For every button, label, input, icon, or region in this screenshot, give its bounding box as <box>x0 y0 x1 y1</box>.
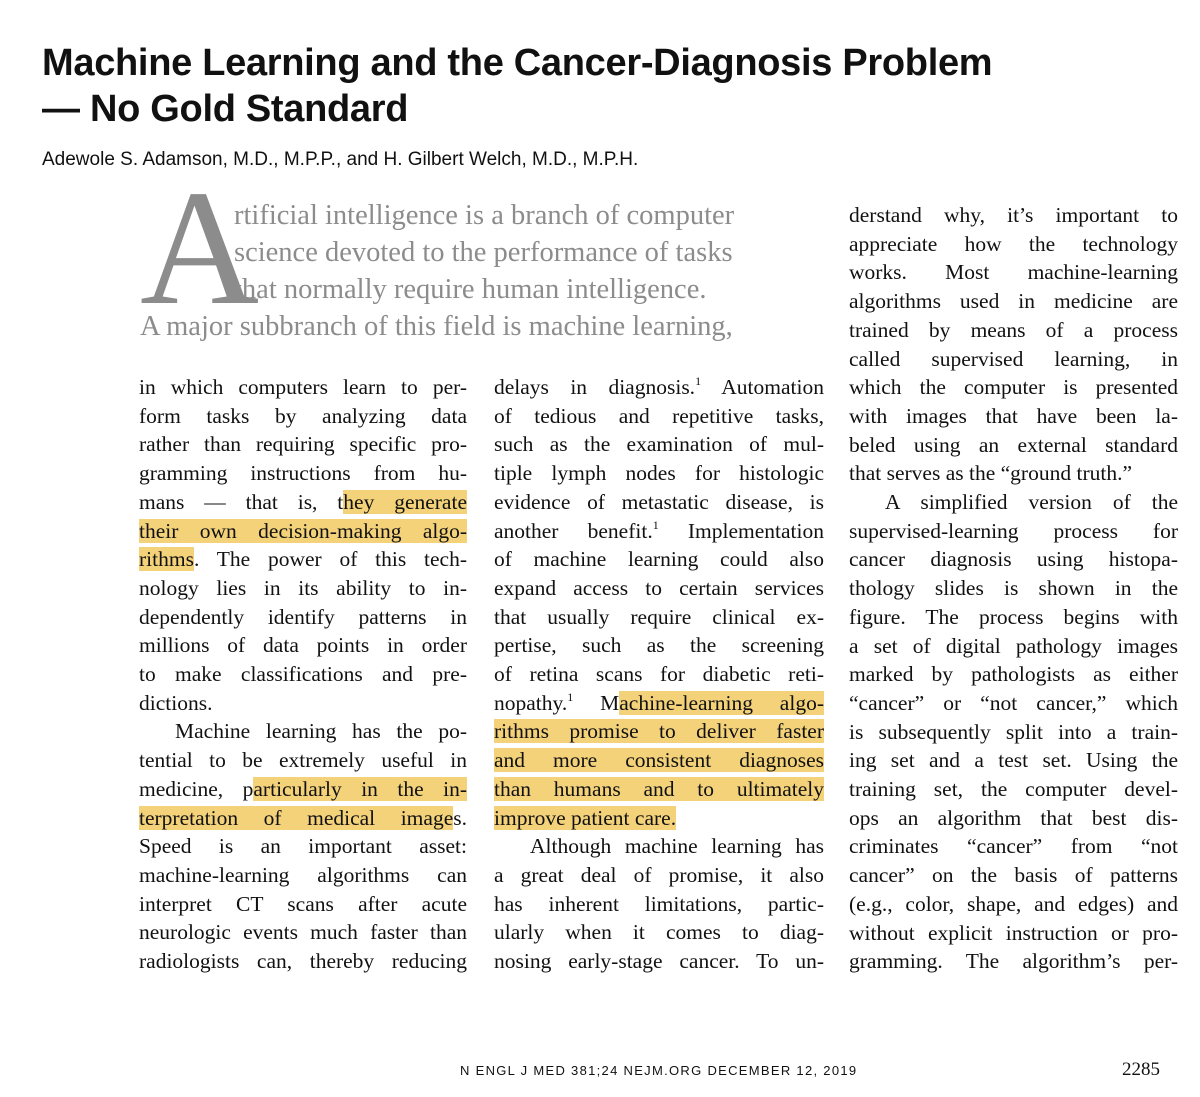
body-line <box>139 488 467 517</box>
body-line: of tedious and repetitive tasks, <box>494 403 824 428</box>
lede-paragraph <box>140 197 830 345</box>
body-line: A simplified version of the <box>885 490 1178 515</box>
highlighted-text: rithms promise to deliver faster <box>494 719 824 744</box>
body-line: appreciate how the technology <box>849 231 1178 256</box>
body-line: marked by pathologists as either <box>849 662 1178 687</box>
body-text: Automation <box>701 375 824 399</box>
body-line: Machine learning has the po- <box>175 719 467 744</box>
body-text: nopathy. <box>494 690 568 715</box>
text-column-2 <box>494 373 824 976</box>
body-line: nosing early-stage cancer. To un- <box>494 949 824 974</box>
body-line: algorithms used in medicine are <box>849 289 1178 314</box>
highlighted-text: achine-learning algo- <box>619 690 824 715</box>
body-line <box>139 775 467 804</box>
body-text: M <box>573 690 620 715</box>
body-line: is subsequently split into a train- <box>849 719 1178 744</box>
body-line: tiple lymph nodes for histologic <box>494 461 824 486</box>
body-line: of retina scans for diabetic reti- <box>494 662 824 687</box>
body-text: mans — that is, t <box>139 489 344 514</box>
body-line: derstand why, it’s important to <box>849 203 1178 227</box>
body-line: a great deal of promise, it also <box>494 862 824 887</box>
highlighted-text: their own decision-making algo- <box>139 518 467 543</box>
lede-line: that normally require human intelligence. <box>234 274 707 305</box>
body-line: thology slides is shown in the <box>849 576 1178 601</box>
body-line: “cancer” or “not cancer,” which <box>849 690 1178 715</box>
lede-line: rtificial intelligence is a branch of computer <box>234 200 735 231</box>
body-line <box>494 775 824 804</box>
body-line: dictions. <box>139 690 213 715</box>
body-line: Although machine learning has <box>530 834 824 859</box>
body-line: interpret CT scans after acute <box>139 891 467 916</box>
body-line: tential to be extremely useful in <box>139 748 467 773</box>
body-line: trained by means of a process <box>849 317 1178 342</box>
lede-line: science devoted to the performance of tasks <box>234 237 733 268</box>
text-column-3 <box>849 201 1178 976</box>
body-line: supervised-learning process for <box>849 518 1178 543</box>
body-line: without explicit instruction or pro- <box>849 920 1178 945</box>
body-line: cancer” on the basis of patterns <box>849 863 1178 888</box>
body-line: dependently identify patterns in <box>139 604 467 629</box>
body-text: Implementation <box>658 518 824 543</box>
body-text: . The power of this tech- <box>193 547 467 572</box>
body-line: a set of digital pathology images <box>849 633 1178 658</box>
drop-cap: A <box>140 156 260 339</box>
citation-superscript: 1 <box>567 689 574 704</box>
body-line: to make classifications and pre- <box>139 662 467 687</box>
highlighted-text: rithms <box>139 547 194 572</box>
body-line: such as the examination of mul- <box>494 432 824 457</box>
body-line <box>494 373 824 402</box>
body-line: radiologists can, thereby reducing <box>139 949 467 974</box>
lede-line: A major subbranch of this field is machine learning, <box>140 311 733 342</box>
body-text: s. <box>453 805 467 830</box>
body-line <box>494 746 824 775</box>
highlighted-text: hey generate <box>343 489 467 514</box>
body-line: machine-learning algorithms can <box>139 862 467 887</box>
body-line: called supervised learning, in <box>849 346 1178 371</box>
body-line: millions of data points in order <box>139 633 467 658</box>
article-title-line-1: Machine Learning and the Cancer-Diagnosis Problem <box>42 42 993 84</box>
body-line: nology lies in its ability to in- <box>139 575 467 600</box>
body-line: ops an algorithm that best dis- <box>849 805 1178 830</box>
body-line: ing set and a test set. Using the <box>849 748 1178 773</box>
body-line: evidence of metastatic disease, is <box>494 489 824 514</box>
body-line: pertise, such as the screening <box>494 633 824 658</box>
article-title-line-2: — No Gold Standard <box>42 88 409 130</box>
body-line: with images that have been la- <box>849 403 1178 428</box>
highlighted-text: and more consistent diagnoses <box>494 748 824 773</box>
body-line: expand access to certain services <box>494 575 824 600</box>
body-line: beled using an external standard <box>849 432 1178 457</box>
body-line <box>494 804 824 833</box>
body-line: works. Most machine-learning <box>849 260 1178 285</box>
journal-citation: N ENGL J MED 381;24 NEJM.ORG DECEMBER 12, 2019 <box>460 1063 858 1078</box>
body-line <box>139 545 467 574</box>
text-column-1 <box>139 373 467 976</box>
body-line: training set, the computer devel- <box>849 777 1178 802</box>
body-line: of machine learning could also <box>494 547 824 572</box>
body-line: Speed is an important asset: <box>139 834 467 859</box>
body-line: ularly when it comes to diag- <box>494 920 824 945</box>
citation-superscript: 1 <box>652 517 659 532</box>
highlighted-text: terpretation of medical image <box>139 805 454 830</box>
body-line: that usually require clinical ex- <box>494 604 824 629</box>
body-line: in which computers learn to per- <box>139 375 467 399</box>
highlighted-text: articularly in the in- <box>253 776 467 801</box>
page-number: 2285 <box>1122 1059 1160 1080</box>
body-line <box>139 517 467 546</box>
body-line: neurologic events much faster than <box>139 920 467 945</box>
body-text: medicine, p <box>139 776 254 801</box>
body-line: figure. The process begins with <box>849 604 1178 629</box>
body-line <box>494 717 824 746</box>
body-line: criminates “cancer” from “not <box>849 834 1178 859</box>
body-line <box>494 689 824 718</box>
highlighted-text: improve patient care. <box>494 805 677 830</box>
citation-superscript: 1 <box>695 374 702 388</box>
body-line <box>494 517 824 546</box>
body-line: (e.g., color, shape, and edges) and <box>849 891 1178 916</box>
article-authors: Adewole S. Adamson, M.D., M.P.P., and H. Gilbert Welch, M.D., M.P.H. <box>42 149 639 170</box>
body-line: form tasks by analyzing data <box>139 403 467 428</box>
article-title <box>42 40 1162 132</box>
highlighted-text: than humans and to ultimately <box>494 776 824 801</box>
body-text: delays in diagnosis. <box>494 375 696 399</box>
body-line: which the computer is presented <box>849 375 1178 400</box>
body-line: gramming instructions from hu- <box>139 461 467 486</box>
body-line: that serves as the “ground truth.” <box>849 461 1132 486</box>
body-line: gramming. The algorithm’s per- <box>849 949 1178 974</box>
body-line: cancer diagnosis using histopa- <box>849 547 1178 572</box>
body-text: another benefit. <box>494 518 653 543</box>
body-line <box>139 804 467 833</box>
body-line: has inherent limitations, partic- <box>494 891 824 916</box>
body-line: rather than requiring specific pro- <box>139 432 467 457</box>
